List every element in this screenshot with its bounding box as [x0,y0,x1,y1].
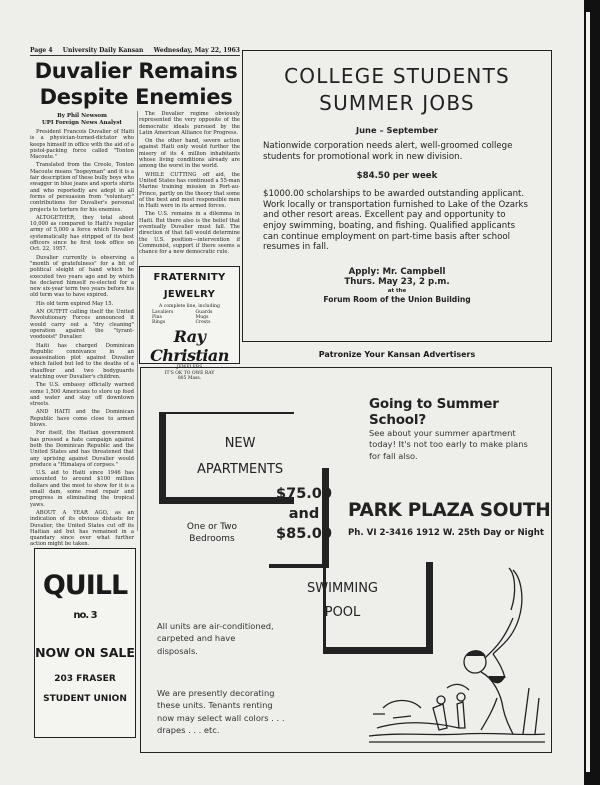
park-plaza-ad [140,367,552,753]
jobs-title-2: SUMMER JOBS [319,91,475,115]
rent-price [267,484,341,544]
article-paragraph: The Duvalier regime obviously represented the very opposite of the democratic ideals pursued by the Latin American Alliance for Progress. [139,111,240,136]
price-and: and [288,506,320,522]
paper-name: University Daily Kansan [62,47,144,54]
quill-number: no. 3 [73,610,97,621]
article-headline [30,58,242,110]
headline-line-1: Duvalier Remains [34,59,238,83]
quill-ad [34,548,136,738]
apartments-label: APARTMENTS [197,462,284,477]
summer-jobs-ad [242,50,552,342]
article-paragraph: AND HAITI and the Dominican Republic have come close to armed blows. [30,409,134,429]
summer-school-question: Going to Summer School? [369,396,499,428]
article-paragraph: AN OUTFIT calling itself the United Revolutionary Forces announced it would carry out a "dry cleaning" operation against the "tyrant-voodooist" Duvalier. [30,309,134,341]
frat-items [140,310,239,326]
frat-slogan: IT'S OK TO OWE RAY [164,370,215,376]
jobs-location: Forum Room of the Union Building [323,294,471,304]
frat-item: Crests [195,320,211,326]
jobs-body-2: $1000.00 scholarships to be awarded outstanding applicant. Work locally or transportation furnished to Lake of the Ozarks and other resort areas. Excellent pay and opportunity to enjoy swimming, boating, and fishing. Qualified applicants can continue employment on part-time basis after school resumes in fall. [263,189,528,253]
issue-date: Wednesday, May 22, 1963 [153,47,240,54]
quill-address: 203 FRASER [54,674,116,684]
article-paragraph: Haiti has charged Dominican Republic connivance in an assassination plot against Duvalier which failed but led to the deaths of a chauffeur and two bodyguards watching over Duvalier's children. [30,342,134,380]
new-label: NEW [224,436,256,451]
article-paragraph: On the other hand, severe action against Haiti only would further the misery of its 4 million inhabitants whose living conditions already are among the worst in the world. [139,138,240,170]
patronize-banner: Patronize Your Kansan Advertisers [318,350,476,359]
jobs-apply [243,267,551,288]
jobs-title [243,63,551,117]
jobs-body-1: Nationwide corporation needs alert, well-groomed college students for promotional work in new division. [263,141,513,162]
frat-address: 805 Mass. [177,375,202,381]
frat-item: Pins [152,314,162,320]
article-paragraph: ALTOGETHER, they total about 10,000 as compared to Haiti's regular army of 5,000 a force which Duvalier systematically has stripped of its best officers since he first took office on Oct. 22, 1957. [30,214,134,253]
article-paragraph: Translated from the Creole, Tonton Macoute means "bogeyman" and it is a fair description of these bully boys who swagger in blue jeans and sports shirts and who reportedly are adept in all forms of persuasion from "voluntary" contributions for Duvalier's personal projects to torture for his enemies. [30,162,134,213]
bedrooms-count: One or Two [186,522,238,532]
jobs-apply-time: Thurs. May 23, 2 p.m. [344,277,450,288]
headline-line-2: Despite Enemies [39,85,233,109]
ray-christian-logo: Ray Christian [150,327,229,366]
summer-school-text: See about your summer apartment today! It's not too early to make plans for fall also. [369,428,528,461]
quill-place: STUDENT UNION [43,694,127,704]
park-plaza-phone: Ph. VI 2-3416 1912 W. 25th Day or Night [348,528,545,538]
jobs-apply-contact: Apply: Mr. Campbell [348,266,446,277]
article-paragraph: U.S. aid to Haiti since 1946 has amounted to around $100 million dollars and the most to show for it is a small dam, some road repair and progress in eliminating the tropical yaws. [30,470,134,508]
park-plaza-name: PARK PLAZA SOUTH [348,500,551,521]
article-column-1 [30,129,134,548]
page-edge-strip [586,12,590,772]
article-paragraph: His old term expired May 15. [36,300,114,307]
bedrooms-label [157,521,267,545]
jobs-at: at the [387,287,407,294]
jobs-title-1: COLLEGE STUDENTS [284,64,510,88]
bedrooms-word: Bedrooms [189,534,235,544]
jobs-dates: June – September [356,125,438,135]
decorating-text: We are presently decorating these units. Tenants renting now may select wall colors . . . drapes . . . etc. [157,688,285,736]
byline-name: By Phil Newsom [57,113,107,119]
article-paragraph: WHILE CUTTING off aid, the United States has continued a 55-man Marine training mission in Port-au-Prince, partly on the theory that some of the best and most responsible men in Haiti were in its armed forces. [139,171,240,210]
article-paragraph: The U.S. remains in a dilemma in Haiti. But there also is the belief that eventually Duvalier must fall. The direction of that fall would determine the U.S. position—intervention if Communist, support if there seems a chance for a new democratic rule. [139,211,240,256]
byline [30,113,134,127]
frat-item: Lavaliers [152,309,174,315]
quill-on-sale: NOW ON SALE [35,645,135,660]
frat-item: Mugs [195,314,209,320]
price-high: $85.00 [276,526,332,542]
frat-title-2: JEWELRY [163,289,216,300]
jobs-pay: $84.50 per week [356,171,438,182]
byline-title: UPI Foreign News Analyst [42,120,122,126]
units-text: All units are air-conditioned, carpeted and have disposals. [157,621,274,656]
pool-label: POOL [324,605,361,620]
article-paragraph: Duvalier currently is observing a "month of gratefulness" for a bit of political sleight of hand which he executed two years ago and by which he declared himself re-elected for a new six-year term two years before his old term was to have expired. [30,254,134,299]
article-paragraph: The U.S. embassy officially warned some 1,500 Americans to store up food and water and stay off downtown streets. [30,382,134,408]
swimming-label: SWIMMING [307,581,379,596]
article-column-2 [139,111,240,261]
article-paragraph: President Francois Duvalier of Haiti is a physician-turned-dictator who keeps himself in office with the aid of a pistol-packing force called "Tonton Macoute." [30,129,134,161]
fraternity-jewelry-ad [139,266,240,381]
folio-rule [30,55,240,56]
folio-line [30,47,240,54]
quill-name: QUILL [42,570,128,601]
article-paragraph: ABOUT A YEAR AGO, as an indication of its obvious distaste for Duvalier, the United States cut off its Haitian aid but has remained in a quandary since over what further action might be taken. [30,509,134,548]
frat-subtitle: A complete line, including [159,304,220,309]
swimmer-illustration-icon [363,558,551,752]
frat-title-1: FRATERNITY [153,272,226,283]
page-number: Page 4 [30,47,53,54]
quill-title [35,571,135,631]
column-divider [137,111,138,531]
frat-item: Guards [195,309,213,315]
article-paragraph: For itself, the Haitian government has pressed a hate campaign against both the Dominican Republic and the United States and has threatened that any uprising against Duvalier would produce a "Himalaya of corpses." [30,430,134,468]
frat-logo-sub: JEWELERS [176,365,203,371]
price-low: $75.00 [276,486,332,502]
frat-item: Rings [152,320,166,326]
